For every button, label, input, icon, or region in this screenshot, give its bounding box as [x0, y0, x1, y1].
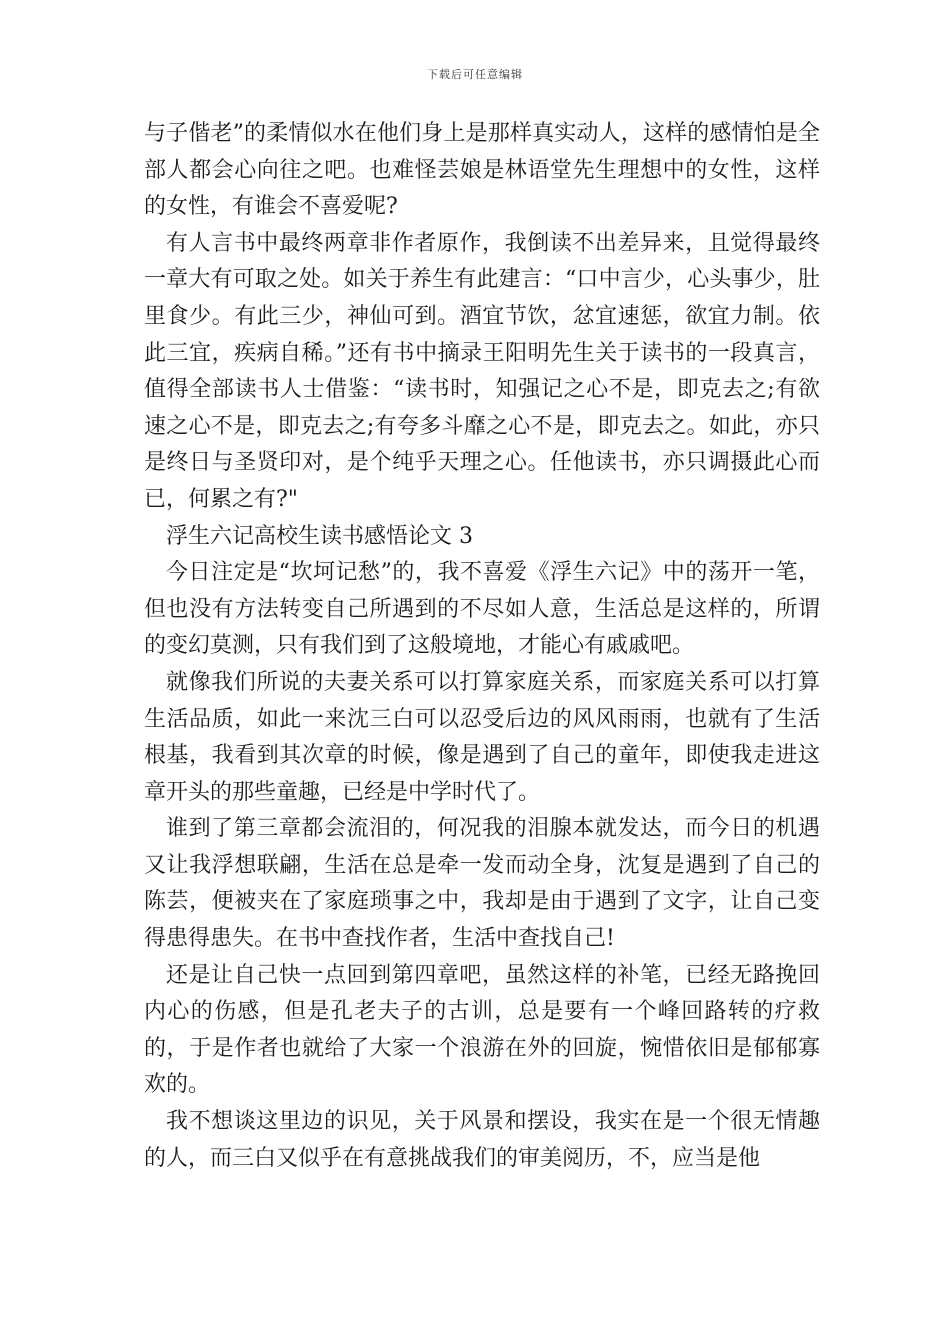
page-header: 下载后可任意编辑	[427, 68, 523, 81]
document-body	[144, 116, 820, 1177]
paragraph: 今日注定是“坎坷记愁”的，我不喜爱《浮生六记》中的荡开一笔，但也没有方法转变自己所遇到的不尽如人意，生活总是这样的，所谓的变幻莫测，只有我们到了这般境地，才能心有戚戚吧。	[144, 560, 820, 659]
paragraph: 有人言书中最终两章非作者原作，我倒读不出差异来，且觉得最终一章大有可取之处。如关于养生有此建言：“口中言少，心头事少，肚里食少。有此三少，神仙可到。酒宜节饮，忿宜速惩，欲宜力制。依此三宜，疾病自稀。”还有书中摘录王阳明先生关于读书的一段真言，值得全部读书人士借鉴：“读书时，知强记之心不是，即克去之;有欲速之心不是，即克去之;有夸多斗靡之心不是，即克去之。如此，亦只是终日与圣贤印对，是个纯乎天理之心。任他读书，亦只调摄此心而已，何累之有?"	[144, 230, 820, 512]
paragraph-continuation: 与子偕老”的柔情似水在他们身上是那样真实动人，这样的感情怕是全部人都会心向往之吧。也难怪芸娘是林语堂先生理想中的女性，这样的女性，有谁会不喜爱呢?	[144, 121, 820, 220]
paragraph: 就像我们所说的夫妻关系可以打算家庭关系，而家庭关系可以打算生活品质，如此一来沈三白可以忍受后边的风风雨雨，也就有了生活根基，我看到其次章的时候，像是遇到了自己的童年，即使我走进这章开头的那些童趣，已经是中学时代了。	[144, 669, 820, 805]
section-heading: 浮生六记高校生读书感悟论文 3	[166, 523, 473, 549]
paragraph: 我不想谈这里边的识见，关于风景和摆设，我实在是一个很无情趣的人，而三白又似乎在有意挑战我们的审美阅历，不，应当是他	[144, 1109, 820, 1171]
paragraph: 还是让自己快一点回到第四章吧，虽然这样的补笔，已经无路挽回内心的伤感，但是孔老夫子的古训，总是要有一个峰回路转的疗救的，于是作者也就给了大家一个浪游在外的回旋，惋惜依旧是郁郁寡欢的。	[144, 962, 820, 1098]
paragraph: 谁到了第三章都会流泪的，何况我的泪腺本就发达，而今日的机遇又让我浮想联翩，生活在总是牵一发而动全身，沈复是遇到了自己的陈芸，便被夹在了家庭琐事之中，我却是由于遇到了文字，让自己变得患得患失。在书中查找作者，生活中查找自己!	[144, 816, 820, 952]
